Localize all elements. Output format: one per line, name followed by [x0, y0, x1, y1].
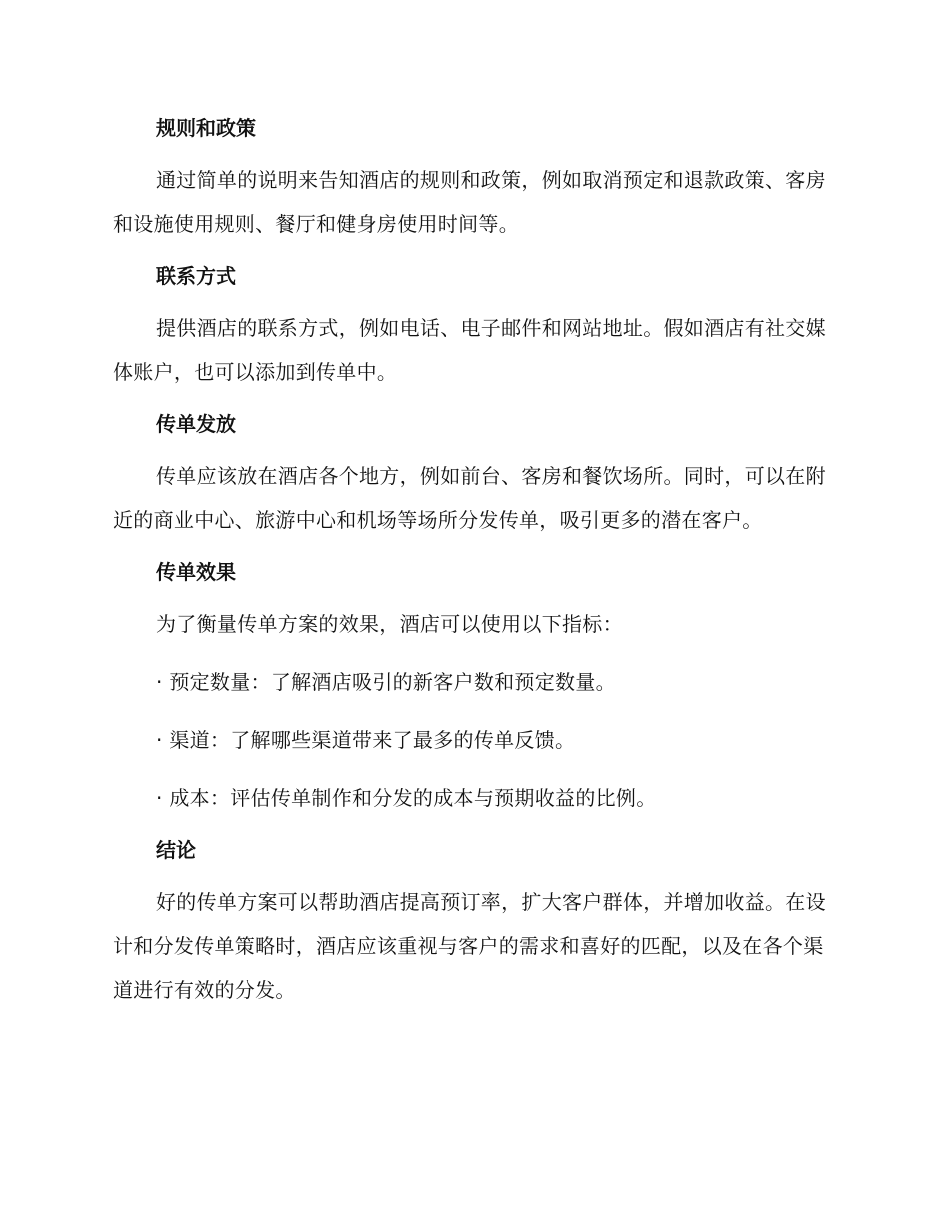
document-page	[113, 108, 837, 1012]
section-paragraph: 提供酒店的联系方式，例如电话、电子邮件和网站地址。假如酒店有社交媒体账户，也可以添加到传单中。	[113, 316, 826, 384]
section-paragraph: 好的传单方案可以帮助酒店提高预订率，扩大客户群体，并增加收益。在设计和分发传单策略时，酒店应该重视与客户的需求和喜好的匹配，以及在各个渠道进行有效的分发。	[113, 890, 826, 1002]
section-heading: 传单效果	[156, 560, 236, 584]
section-conclusion	[113, 830, 837, 1012]
section-paragraph: 传单应该放在酒店各个地方，例如前台、客房和餐饮场所。同时，可以在附近的商业中心、旅游中心和机场等场所分发传单，吸引更多的潜在客户。	[113, 464, 826, 532]
section-effect	[113, 552, 837, 830]
list-item: · 预定数量：了解酒店吸引的新客户数和预定数量。	[156, 670, 616, 694]
section-heading: 结论	[156, 838, 196, 862]
section-heading: 传单发放	[156, 412, 236, 436]
section-contact	[113, 256, 837, 404]
section-rules	[113, 108, 837, 256]
section-heading: 规则和政策	[156, 116, 256, 140]
section-paragraph: 为了衡量传单方案的效果，酒店可以使用以下指标：	[156, 612, 623, 636]
section-paragraph: 通过简单的说明来告知酒店的规则和政策，例如取消预定和退款政策、客房和设施使用规则、餐厅和健身房使用时间等。	[113, 168, 826, 236]
section-distribution	[113, 404, 837, 552]
list-item: · 成本：评估传单制作和分发的成本与预期收益的比例。	[156, 786, 657, 810]
list-item: · 渠道：了解哪些渠道带来了最多的传单反馈。	[156, 728, 576, 752]
section-heading: 联系方式	[156, 264, 236, 288]
